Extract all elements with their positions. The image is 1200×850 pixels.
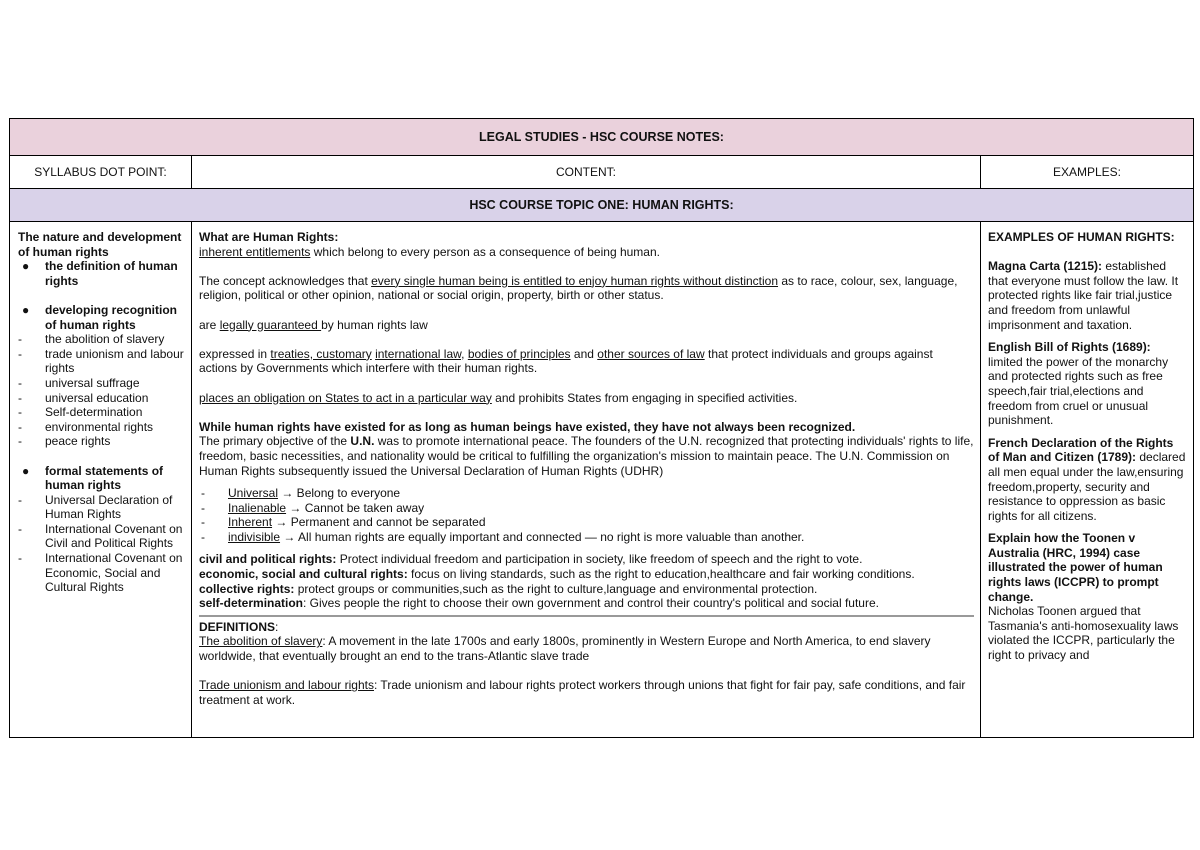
syllabus-heading: The nature and development of human rights [18, 230, 182, 259]
bullet-icon: ● [22, 463, 30, 478]
examples-heading: EXAMPLES OF HUMAN RIGHTS: [988, 230, 1175, 244]
characteristic-desc: → Belong to everyone [278, 486, 401, 501]
list-item-label [228, 530, 804, 545]
list-item-label: universal education [45, 390, 149, 405]
dash-marker: - [201, 529, 205, 544]
syllabus-cell [10, 222, 192, 737]
list-item [18, 376, 185, 391]
rights-type-desc: : Gives people the right to choose their own government and control their country's political and social future. [303, 596, 879, 611]
content-question: What are Human Rights: [199, 230, 339, 244]
example-entry [988, 340, 1187, 428]
divider [199, 615, 974, 617]
bullet-icon: ● [22, 259, 30, 274]
body-row [10, 222, 1193, 737]
list-item-label: International Covenant on Civil and Political Rights [45, 521, 183, 551]
dash-marker: - [18, 332, 22, 347]
definitions-heading: DEFINITIONS: [199, 619, 279, 634]
list-item [18, 391, 185, 406]
definition-line: inherent entitlements which belong to every person as a consequence of being human. [199, 244, 660, 259]
list-item [199, 486, 974, 501]
dash-marker: - [201, 515, 205, 530]
notes-table [9, 118, 1194, 738]
characteristics-list [199, 486, 974, 544]
list-item-label [228, 486, 400, 501]
syllabus-dot-point [18, 464, 185, 493]
dash-marker: - [201, 486, 205, 501]
characteristic-desc: → Cannot be taken away [286, 500, 425, 515]
examples-cell [981, 222, 1193, 737]
list-item-label [228, 515, 486, 530]
characteristic-desc: → All human rights are equally important and connected — no right is more valuable than another. [280, 529, 805, 544]
syllabus-header: SYLLABUS DOT POINT: [10, 156, 192, 188]
dash-marker: - [18, 405, 22, 420]
example-text: established that everyone must follow the law. It protected rights like fair trial,justice and freedom from unlawful imprisonment and taxation. [988, 259, 1179, 332]
list-item-label: universal suffrage [45, 375, 140, 390]
list-item [18, 551, 185, 595]
list-item-label: the abolition of slavery [45, 332, 165, 347]
list-item [199, 501, 974, 516]
list-item [18, 332, 185, 347]
un-paragraph: The primary objective of the U.N. was to promote international peace. The founders of the U.N. recognized that protecting individuals' rights to life, freedom, basic necessities, and nationality would be critical to fulfilling the organization's mission to maintain peace. The U.N. Commission on Human Rights subsequently issued the Universal Declaration of Human Rights (UDHR) [199, 434, 974, 478]
syllabus-dot-point [18, 303, 185, 332]
list-item-label: Universal Declaration of Human Rights [45, 492, 173, 522]
dash-marker: - [18, 390, 22, 405]
content-header: CONTENT: [192, 156, 981, 188]
list-item-label: environmental rights [45, 419, 154, 434]
column-header-row [10, 156, 1193, 189]
case-answer: Nicholas Toonen argued that Tasmania's anti-homosexuality laws violated the ICCPR, particularly the right to privacy and [988, 604, 1179, 663]
dash-marker: - [18, 375, 22, 390]
rights-types-list [199, 552, 974, 610]
dash-marker: - [18, 419, 22, 434]
list-item [18, 420, 185, 435]
dash-marker: - [18, 346, 22, 361]
list-item [199, 515, 974, 530]
concept-paragraph: The concept acknowledges that every single human being is entitled to enjoy human rights without distinction as to race, colour, sex, language, religion, political or other opinion, national or social origin, property, birth or other status. [199, 273, 958, 303]
dot-point-label: formal statements of human rights [45, 463, 164, 493]
case-question: Explain how the Toonen v Australia (HRC, 1994) case illustrated the power of human rights laws (ICCPR) to prompt change. [988, 531, 1163, 604]
rights-type-entry [199, 552, 974, 567]
rights-type-term: collective rights: [199, 581, 295, 596]
characteristic-term: Inherent [228, 515, 273, 530]
list-item-label [228, 501, 424, 516]
obligation-line: places an obligation on States to act in a particular way and prohibits States from engaging in specified activities. [199, 390, 798, 405]
legal-guarantee-line: are legally guaranteed by human rights law [199, 317, 428, 332]
rights-type-desc: Protect individual freedom and participation in society, like freedom of speech and the right to vote. [336, 552, 863, 567]
rights-type-entry [199, 582, 974, 597]
rights-type-entry [199, 567, 974, 582]
list-item [18, 434, 185, 449]
characteristic-desc: → Permanent and cannot be separated [272, 515, 486, 530]
rights-type-term: economic, social and cultural rights: [199, 567, 408, 582]
list-item [18, 522, 185, 551]
examples-list [988, 259, 1187, 531]
dot-point-sublist [18, 493, 185, 595]
bullet-icon: ● [22, 302, 30, 317]
list-item [18, 347, 185, 376]
example-entry [988, 436, 1187, 524]
rights-type-desc: focus on living standards, such as the right to education,healthcare and fair working conditions. [407, 567, 915, 582]
recognition-heading: While human rights have existed for as long as human beings have existed, they have not always been recognized. [199, 419, 856, 434]
topic-heading: HSC COURSE TOPIC ONE: HUMAN RIGHTS: [10, 189, 1193, 222]
characteristic-term: Inalienable [228, 500, 287, 515]
example-title: English Bill of Rights (1689): [988, 340, 1151, 355]
definition-entry: Trade unionism and labour rights: Trade unionism and labour rights protect workers through unions that fight for fair pay, safe conditions, and fair treatment at work. [199, 678, 966, 707]
dash-marker: - [18, 434, 22, 449]
list-item [18, 493, 185, 522]
list-item [18, 405, 185, 420]
dash-marker: - [18, 551, 22, 566]
example-title: Magna Carta (1215): [988, 259, 1103, 274]
table-title: LEGAL STUDIES - HSC COURSE NOTES: [10, 119, 1193, 156]
example-text: declared all men equal under the law,ensuring freedom,property, security and resistance to oppression as basic rights for all citizens. [988, 450, 1186, 523]
content-cell [192, 222, 981, 737]
characteristic-term: indivisible [228, 529, 281, 544]
syllabus-dot-point [18, 259, 185, 288]
dot-point-label: developing recognition of human rights [45, 302, 178, 332]
dot-point-sublist [18, 332, 185, 449]
list-item [199, 530, 974, 545]
example-title: French Declaration of the Rights of Man and Citizen (1789): [988, 435, 1174, 465]
list-item-label: peace rights [45, 434, 111, 449]
expressed-paragraph: expressed in treaties, customary international law, bodies of principles and other sources of law that protect individuals and groups against actions by Governments which interfere with their human rights. [199, 346, 933, 376]
dash-marker: - [201, 500, 205, 515]
list-item-label: International Covenant on Economic, Social and Cultural Rights [45, 551, 183, 595]
rights-type-entry [199, 596, 974, 611]
definition-entry: The abolition of slavery: A movement in the late 1700s and early 1800s, prominently in Western Europe and North America, to end slavery worldwide, that eventually brought an end to the trans-Atlantic slave trade [199, 634, 931, 664]
rights-type-term: self-determination [199, 596, 304, 611]
dash-marker: - [18, 521, 22, 536]
characteristic-term: Universal [228, 486, 279, 501]
dash-marker: - [18, 492, 22, 507]
rights-type-term: civil and political rights: [199, 552, 337, 567]
examples-header: EXAMPLES: [1052, 165, 1122, 179]
dot-point-label: the definition of human rights [45, 259, 178, 288]
list-item-label: trade unionism and labour rights [45, 346, 184, 376]
rights-type-desc: protect groups or communities,such as the right to culture,language and environmental protection. [294, 581, 818, 596]
list-item-label: Self-determination [45, 405, 143, 420]
example-entry [988, 259, 1187, 332]
example-text: limited the power of the monarchy and protected rights such as free speech,fair trial,elections and freedom from cruel or unusual punishment. [988, 354, 1169, 428]
